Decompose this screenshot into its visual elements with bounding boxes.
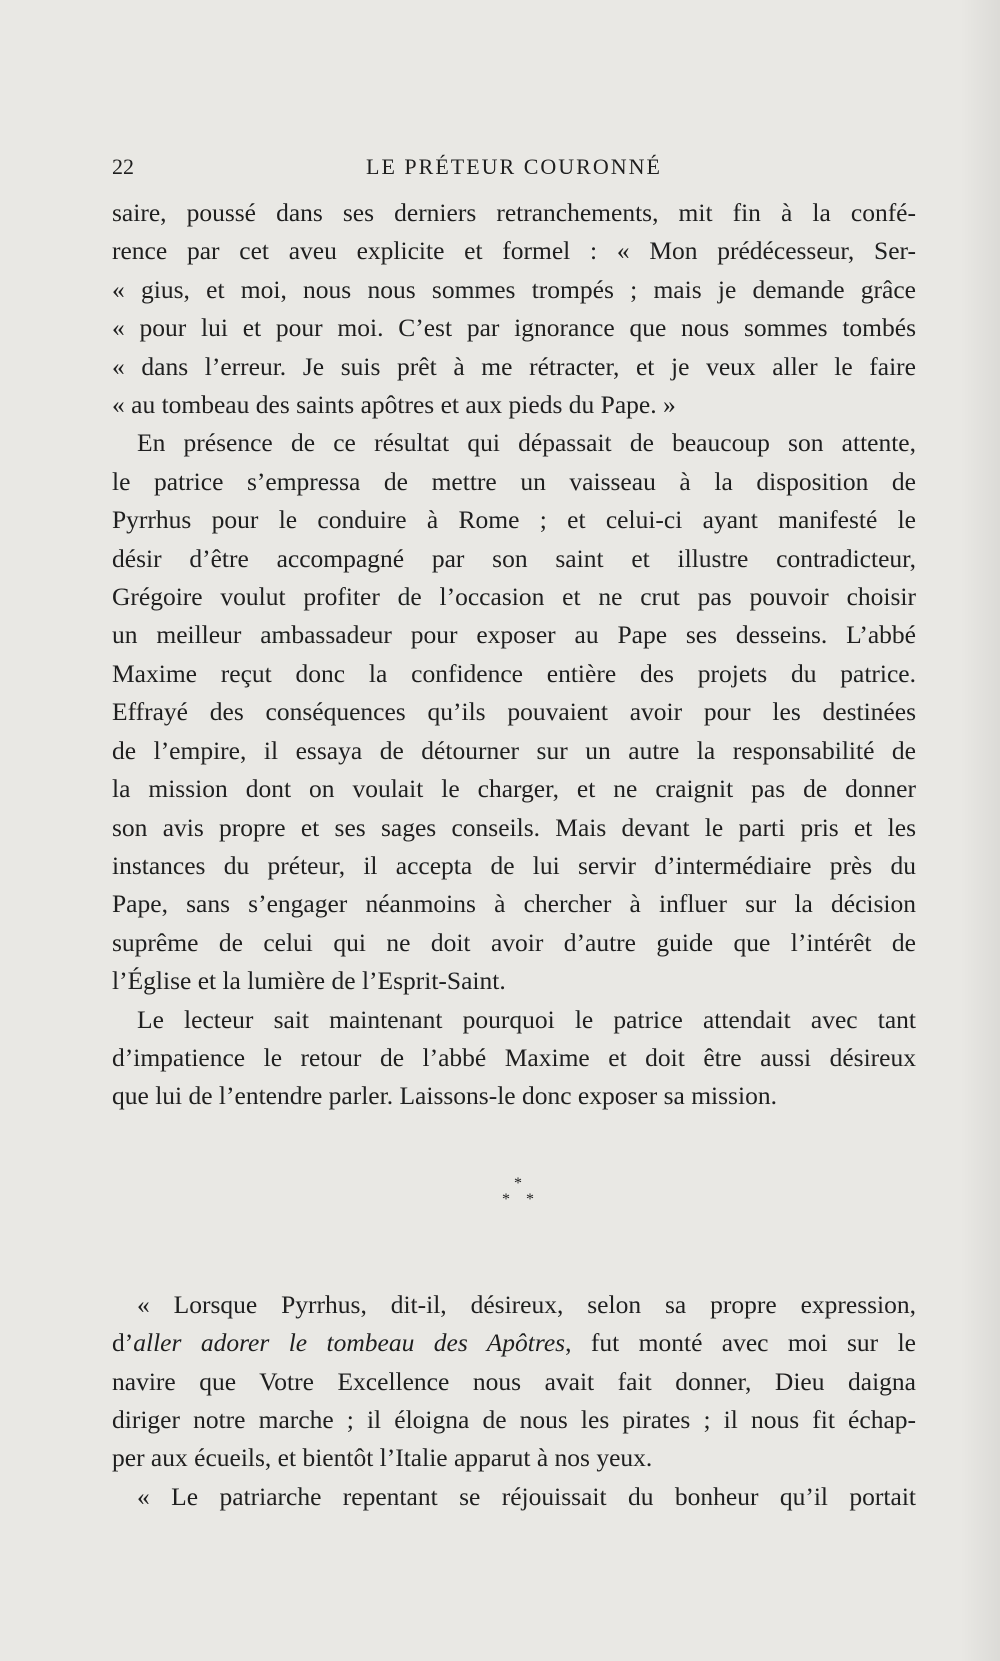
running-head xyxy=(112,150,916,184)
text-line: suprême de celui qui ne doit avoir d’autre guide que l’intérêt de xyxy=(112,927,916,957)
paragraph-3 xyxy=(112,1001,916,1116)
asterism-section-break xyxy=(112,1116,916,1286)
text-fragment: d’ xyxy=(112,1328,134,1358)
text-line: En présence de ce résultat qui dépassait de beaucoup son attente, xyxy=(137,428,916,458)
text-line: Maxime reçut donc la confidence entière des projets du patrice. xyxy=(112,658,916,688)
paragraph-5 xyxy=(112,1478,916,1516)
text-line: le patrice s’empressa de mettre un vaisseau à la disposition de xyxy=(112,466,916,496)
paragraph-2 xyxy=(112,424,916,1000)
text-line: instances du préteur, il accepta de lui servir d’intermédiaire près du xyxy=(112,850,916,880)
text-line: saire, poussé dans ses derniers retranchements, mit fin à la confé- xyxy=(112,198,916,227)
page-number: 22 xyxy=(112,154,134,179)
text-line: Effrayé des conséquences qu’ils pouvaient avoir pour les destinées xyxy=(112,697,916,727)
asterism-star: * xyxy=(514,1174,522,1192)
text-line: « dans l’erreur. Je suis prêt à me rétracter, et je veux aller le faire xyxy=(112,351,916,381)
text-line: que lui de l’entendre parler. Laissons-le donc exposer sa mission. xyxy=(112,1081,777,1111)
paragraph-1 xyxy=(112,194,916,424)
text-line: « Le patriarche repentant se réjouissait du bonheur qu’il portait xyxy=(137,1481,916,1511)
text-line: per aux écueils, et bientôt l’Italie apparut à nos yeux. xyxy=(112,1443,653,1473)
text-line: de l’empire, il essaya de détourner sur un autre la responsabilité de xyxy=(112,735,916,765)
italic-quotation: aller adorer le tombeau des Apôtres xyxy=(133,1328,566,1358)
text-line: Pape, sans s’engager néanmoins à chercher à influer sur la décision xyxy=(112,889,916,919)
text-line: la mission dont on voulait le charger, et ne craignit pas de donner xyxy=(112,774,916,804)
asterism-star: * xyxy=(502,1190,510,1208)
text-line: diriger notre marche ; il éloigna de nous les pirates ; il nous fit échap- xyxy=(112,1404,916,1434)
text-line: l’Église et la lumière de l’Esprit-Saint. xyxy=(112,966,506,996)
text-line: désir d’être accompagné par son saint et illustre contradicteur, xyxy=(112,543,916,573)
text-line: un meilleur ambassadeur pour exposer au Pape ses desseins. L’abbé xyxy=(112,620,916,650)
text-fragment: , fut monté avec moi sur le xyxy=(565,1328,916,1358)
page-body xyxy=(112,150,916,1516)
main-text xyxy=(112,194,916,1516)
text-line: rence par cet aveu explicite et formel : « Mon prédécesseur, Ser- xyxy=(112,236,916,266)
paragraph-4 xyxy=(112,1286,916,1478)
text-line: Grégoire voulut profiter de l’occasion et ne crut pas pouvoir choisir xyxy=(112,582,916,612)
text-line: Pyrrhus pour le conduire à Rome ; et celui-ci ayant manifesté le xyxy=(112,505,916,535)
text-line: son avis propre et ses sages conseils. Mais devant le parti pris et les xyxy=(112,812,916,842)
page-edge-shadow xyxy=(960,0,1000,1661)
asterism-star: * xyxy=(526,1190,534,1208)
text-line: navire que Votre Excellence nous avait fait donner, Dieu daigna xyxy=(112,1366,916,1396)
text-line: « pour lui et pour moi. C’est par ignorance que nous sommes tombés xyxy=(112,313,916,343)
text-line: Le lecteur sait maintenant pourquoi le patrice attendait avec tant xyxy=(137,1004,916,1034)
text-line: « Lorsque Pyrrhus, dit-il, désireux, selon sa propre expression, xyxy=(137,1289,916,1319)
text-line: d’impatience le retour de l’abbé Maxime et doit être aussi désireux xyxy=(112,1042,916,1072)
text-line: « au tombeau des saints apôtres et aux pieds du Pape. » xyxy=(112,390,676,420)
text-line: « gius, et moi, nous nous sommes trompés ; mais je demande grâce xyxy=(112,274,916,304)
running-title: LE PRÉTEUR COURONNÉ xyxy=(366,154,662,179)
text-line-with-italic xyxy=(112,1324,916,1362)
